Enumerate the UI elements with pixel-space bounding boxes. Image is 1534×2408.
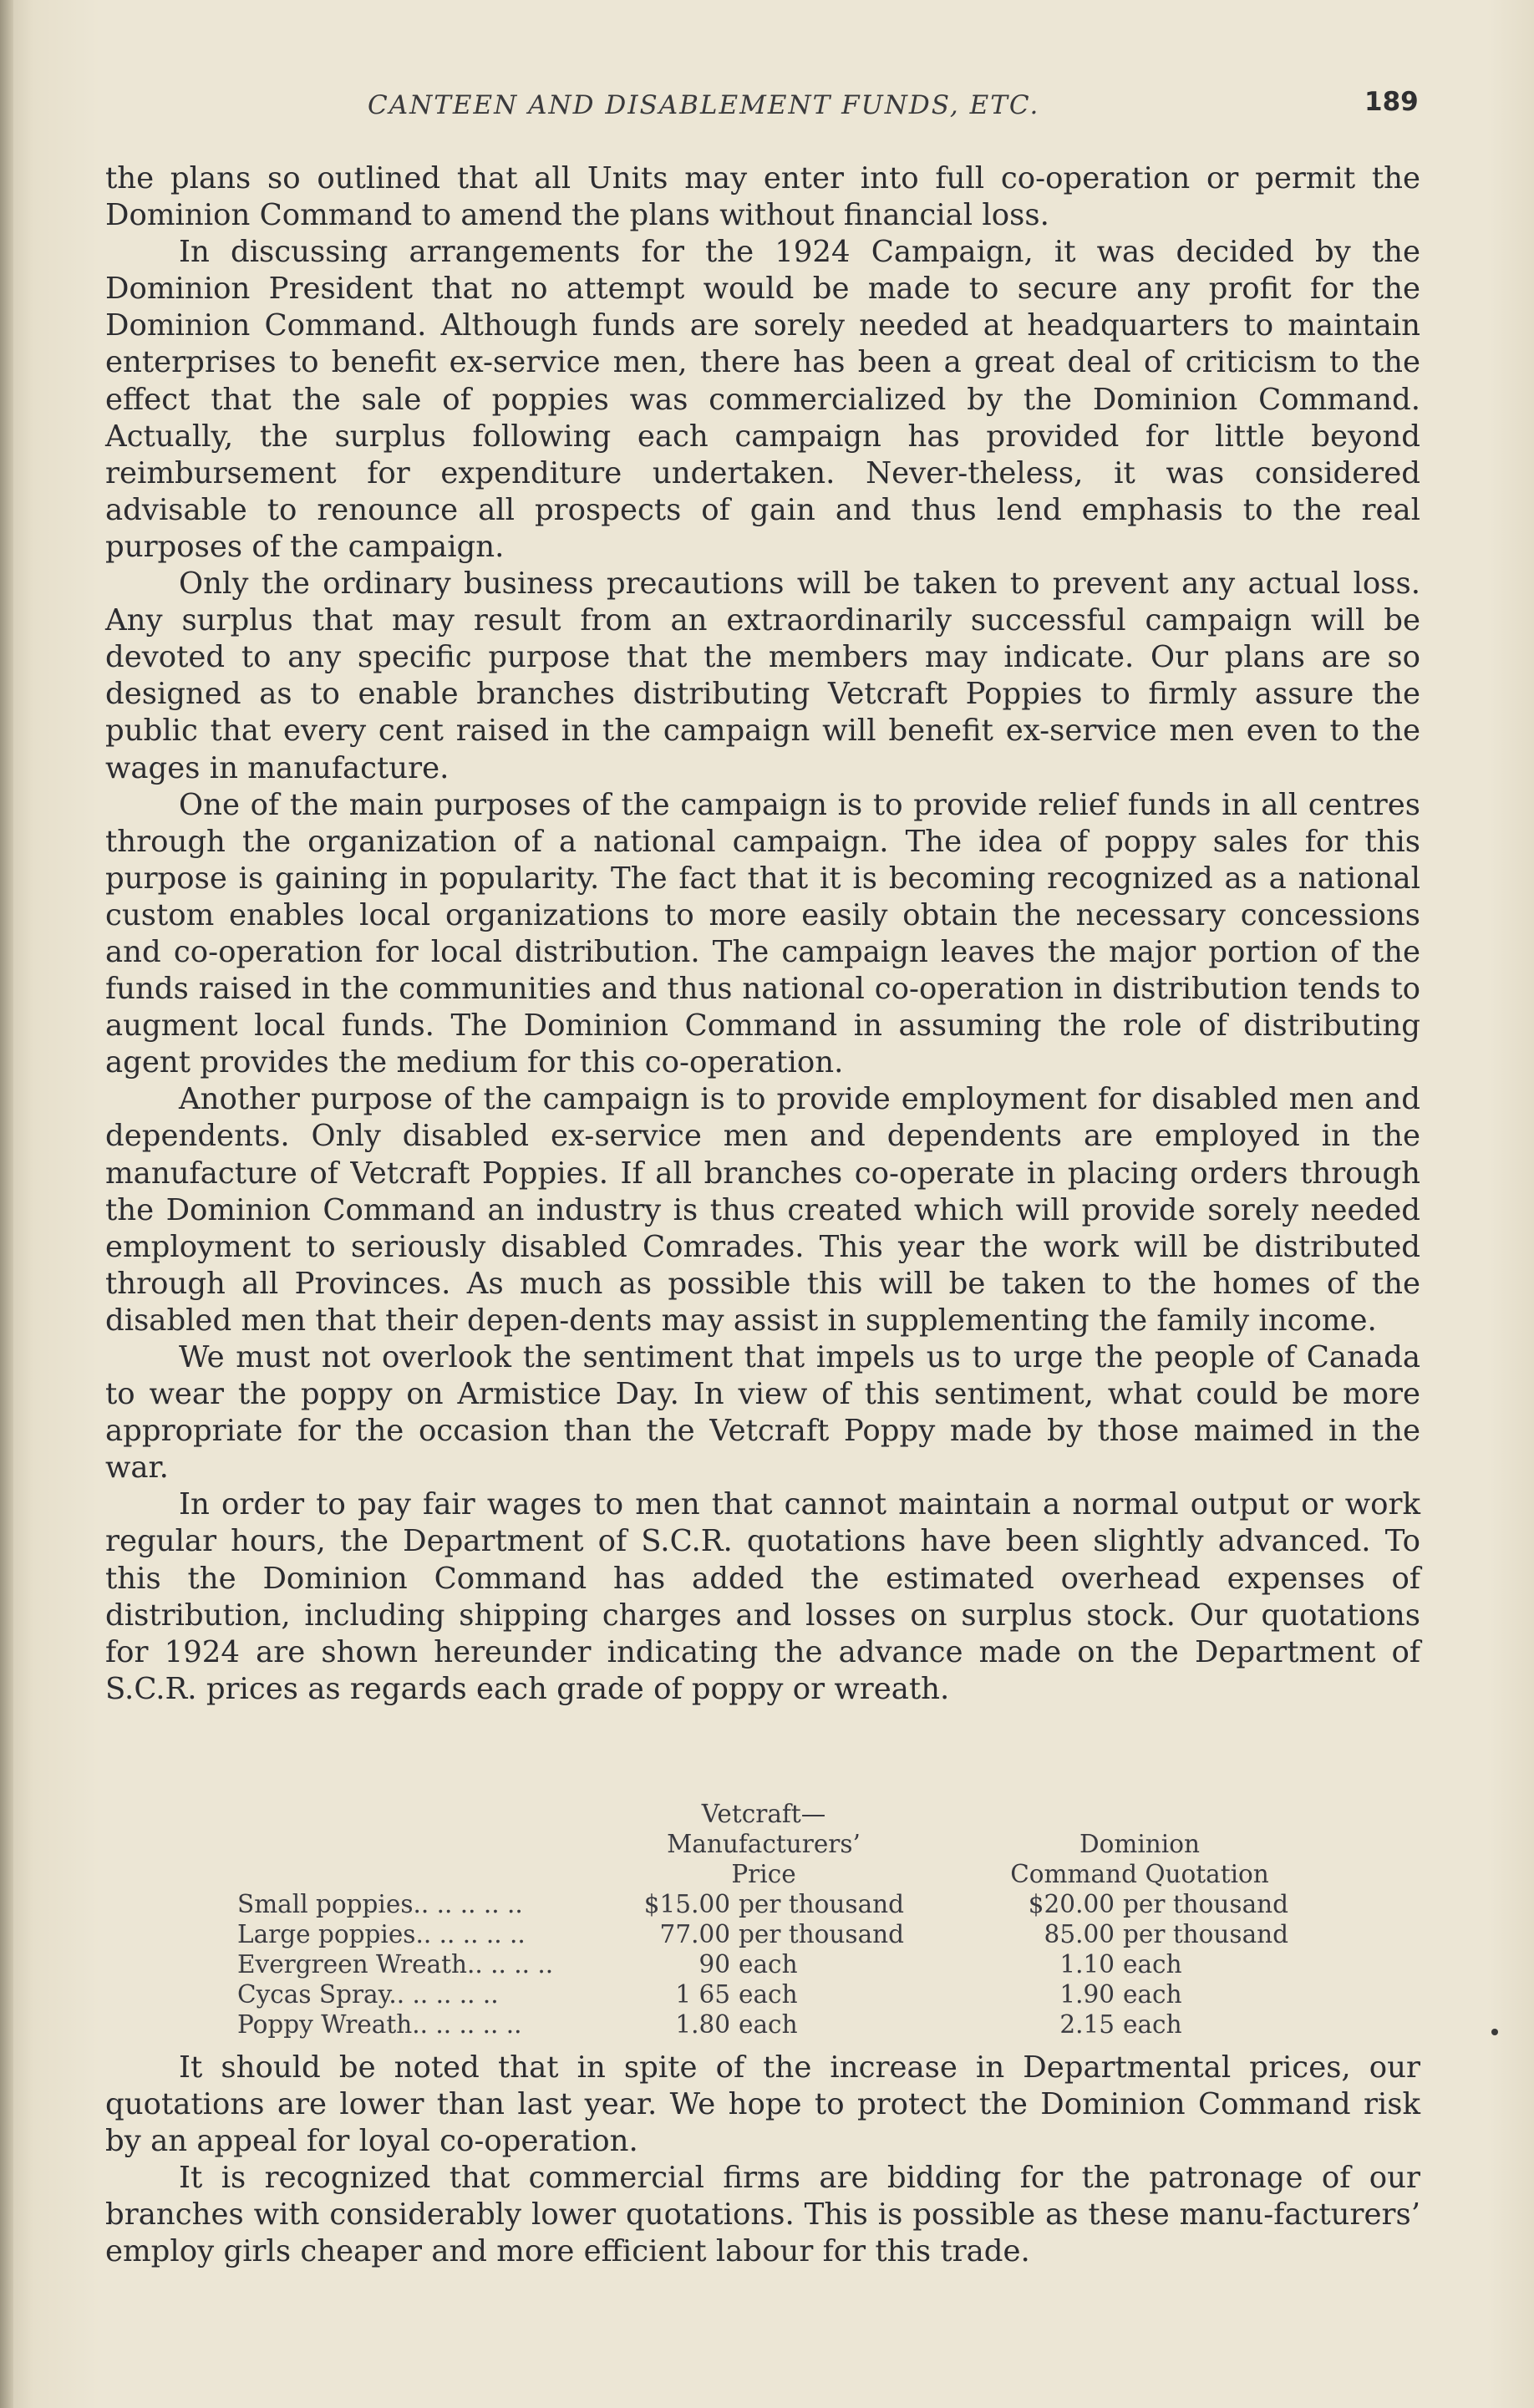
table-body bbox=[237, 1889, 1323, 2040]
dominion-unit: per thousand bbox=[1123, 1890, 1289, 1918]
column-header-line: Command Quotation bbox=[1010, 1860, 1269, 1888]
manufacturer-unit: per thousand bbox=[739, 1890, 905, 1918]
paragraph: We must not overlook the sentiment that impels us to urge the people of Canada to wear the poppy on Armistice Day. In view of this sentiment, what could be more appropriate for the occasion than the Vetcraft Poppy made by those maimed in the war. bbox=[105, 1340, 1420, 1486]
running-head: CANTEEN AND DISABLEMENT FUNDS, ETC. bbox=[368, 90, 1040, 120]
paragraph: Another purpose of the campaign is to provide employment for disabled men and dependents. Only disabled ex-service men and dependents are employed in the manufacture of Vetcraft Poppies. If all branches co-operate in placing orders through the Dominion Command an industry is thus created which will provide sorely needed employment to seriously disabled Comrades. This year the work will be distributed through all Provinces. As much as possible this will be taken to the homes of the disabled men that their depen-dents may assist in supplementing the family income. bbox=[105, 1082, 1420, 1338]
page-spine-shadow bbox=[0, 0, 13, 2408]
column-header-vetcraft bbox=[638, 1799, 889, 1889]
manufacturer-price: 1 65 bbox=[675, 1980, 730, 2009]
manufacturer-price: 90 bbox=[698, 1950, 730, 1979]
item-name: Large poppies.. .. .. .. .. bbox=[237, 1920, 526, 1948]
dominion-price: $20.00 bbox=[1028, 1890, 1115, 1918]
page-number: 189 bbox=[1364, 87, 1419, 117]
manufacturer-unit: per thousand bbox=[739, 1920, 905, 1948]
dominion-price: 1.90 bbox=[1059, 1980, 1115, 2009]
table-row bbox=[237, 1949, 1323, 1979]
column-header-line: Price bbox=[731, 1860, 796, 1888]
column-header-line: Dominion bbox=[1079, 1830, 1200, 1858]
manufacturer-price: $15.00 bbox=[643, 1890, 730, 1918]
ink-speck bbox=[1491, 2029, 1498, 2035]
table-row bbox=[237, 1889, 1323, 1919]
item-name: Small poppies.. .. .. .. .. bbox=[237, 1890, 523, 1918]
column-header-line: Manufacturers’ bbox=[667, 1830, 861, 1858]
dominion-unit: each bbox=[1123, 1980, 1182, 2009]
paragraph: the plans so outlined that all Units may enter into full co-operation or permit the Dominion Command to amend the plans without financial loss. bbox=[105, 161, 1420, 233]
manufacturer-unit: each bbox=[739, 1980, 798, 2009]
paragraph: It is recognized that commercial firms are bidding for the patronage of our branches with considerably lower quotations. This is possible as these manu-facturers’ employ girls cheaper and more efficient labour for this trade. bbox=[105, 2161, 1420, 2269]
manufacturer-price: 77.00 bbox=[659, 1920, 730, 1948]
manufacturer-unit: each bbox=[739, 2010, 798, 2039]
column-header-dominion bbox=[998, 1829, 1282, 1889]
dominion-unit: each bbox=[1123, 1950, 1182, 1979]
table-row bbox=[237, 1979, 1323, 2009]
column-header-line: Vetcraft— bbox=[701, 1800, 826, 1828]
dominion-price: 2.15 bbox=[1059, 2010, 1115, 2039]
paragraph: One of the main purposes of the campaign is to provide relief funds in all centres through the organization of a national campaign. The idea of poppy sales for this purpose is gaining in popularity. The fact that it is becoming recognized as a national custom enables local organizations to more easily obtain the necessary concessions and co-operation for local distribution. The campaign leaves the major portion of the funds raised in the communities and thus national co-operation in distribution tends to augment local funds. The Dominion Command in assuming the role of distributing agent provides the medium for this co-operation. bbox=[105, 787, 1420, 1080]
paragraph: It should be noted that in spite of the increase in Departmental prices, our quotations are lower than last year. We hope to protect the Dominion Command risk by an appeal for loyal co-operation. bbox=[105, 2050, 1420, 2159]
dominion-unit: each bbox=[1123, 2010, 1182, 2039]
main-text bbox=[105, 160, 1420, 1708]
closing-text bbox=[105, 2050, 1420, 2271]
item-name: Evergreen Wreath.. .. .. .. bbox=[237, 1950, 554, 1979]
dominion-unit: per thousand bbox=[1123, 1920, 1289, 1948]
item-name: Poppy Wreath.. .. .. .. .. bbox=[237, 2010, 522, 2039]
manufacturer-price: 1.80 bbox=[675, 2010, 730, 2039]
item-name: Cycas Spray.. .. .. .. .. bbox=[237, 1980, 499, 2009]
table-row bbox=[237, 2009, 1323, 2040]
paragraph: In discussing arrangements for the 1924 Campaign, it was decided by the Dominion President that no attempt would be made to secure any profit for the Dominion Command. Although funds are sorely needed at headquarters to maintain enterprises to benefit ex-service men, there has been a great deal of criticism to the effect that the sale of poppies was commercialized by the Dominion Command. Actually, the surplus following each campaign has provided for little beyond reimbursement for expenditure undertaken. Never-theless, it was considered advisable to renounce all prospects of gain and thus lend emphasis to the real purposes of the campaign. bbox=[105, 235, 1420, 564]
table-row bbox=[237, 1919, 1323, 1949]
paragraph: In order to pay fair wages to men that cannot maintain a normal output or work regular hours, the Department of S.C.R. quotations have been slightly advanced. To this the Dominion Command has added the estimated overhead expenses of distribution, including shipping charges and losses on surplus stock. Our quotations for 1924 are shown hereunder indicating the advance made on the Department of S.C.R. prices as regards each grade of poppy or wreath. bbox=[105, 1487, 1420, 1706]
dominion-price: 85.00 bbox=[1044, 1920, 1115, 1948]
dominion-price: 1.10 bbox=[1059, 1950, 1115, 1979]
paragraph: Only the ordinary business precautions will be taken to prevent any actual loss. Any surplus that may result from an extraordinarily successful campaign will be devoted to any specific purpose that the members may indicate. Our plans are so designed as to enable branches distributing Vetcraft Poppies to firmly assure the public that every cent raised in the campaign will benefit ex-service men even to the wages in manufacture. bbox=[105, 566, 1420, 785]
manufacturer-unit: each bbox=[739, 1950, 798, 1979]
